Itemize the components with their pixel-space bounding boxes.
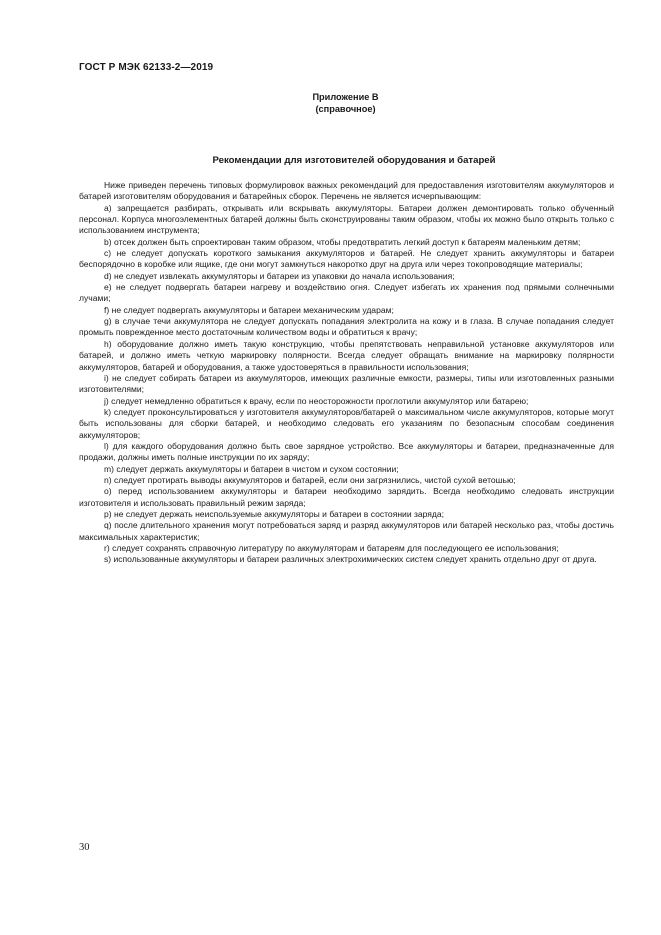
list-item: p) не следует держать неиспользуемые аккумуляторы и батареи в состоянии заряда; xyxy=(104,508,445,519)
list-item: l) для каждого оборудования должно быть свое зарядное устройство. Все аккумуляторы и батареи, предназначенные для продажи, должны иметь полные инструкции по их заряду; xyxy=(79,440,614,463)
page-number: 30 xyxy=(79,842,90,853)
document-header-code: ГОСТ Р МЭК 62133-2—2019 xyxy=(79,62,214,73)
intro-paragraph: Ниже приведен перечень типовых формулировок важных рекомендаций для предоставления изготовителям аккумуляторов и батарей изготовителям оборудования и батарейных сборок. Перечень не является исчерпывающим: xyxy=(79,180,614,202)
list-item: a) запрещается разбирать, открывать или вскрывать аккумуляторы. Батареи должен демонтировать только обученный персонал. Корпуса многоэлементных батарей должны быть сконструированы таким образом, чтобы их можно было открыть только с использованием инструмента; xyxy=(79,202,614,236)
list-item: m) следует держать аккумуляторы и батареи в чистом и сухом состоянии; xyxy=(104,463,399,474)
list-item: f) не следует подвергать аккумуляторы и батареи механическим ударам; xyxy=(104,304,394,315)
list-item: g) в случае течи аккумулятора не следует допускать попадания электролита на кожу и в глаза. В случае попадания следует промыть поврежденное место достаточным количеством воды и обратиться к врачу; xyxy=(79,316,614,338)
recommendations-body xyxy=(79,180,614,566)
list-item: q) после длительного хранения могут потребоваться заряд и разряд аккумуляторов или батарей несколько раз, чтобы достичь максимальных характеристик; xyxy=(79,520,614,542)
list-item: k) следует проконсультироваться у изготовителя аккумуляторов/батарей о максимальном числе аккумуляторов, которые могут быть использованы для сборки батарей, и необходимо следовать его указаниям по безопасным способам соединения аккумуляторов; xyxy=(79,406,614,440)
list-item: o) перед использованием аккумуляторы и батареи необходимо зарядить. Всегда необходимо следовать инструкции изготовителя и использовать правильный режим заряда; xyxy=(79,486,614,508)
list-item: c) не следует допускать короткого замыкания аккумуляторов и батарей. Не следует хранить аккумуляторы и батареи беспорядочно в коробке или ящике, где они могут замкнуться накоротко друг на друга или через токопроводящие материалы; xyxy=(79,248,614,270)
appendix-title: Приложение В xyxy=(312,92,379,102)
list-item: d) не следует извлекать аккумуляторы и батареи из упаковки до начала использования; xyxy=(104,270,455,281)
list-item: e) не следует подвергать батареи нагреву и воздействию огня. Следует избегать их хранения под прямыми солнечными лучами; xyxy=(79,282,614,304)
list-item: i) не следует собирать батареи из аккумуляторов, имеющих различные емкости, размеры, типы или изготовленных разными изготовителями; xyxy=(79,372,614,395)
list-item: s) использованные аккумуляторы и батареи различных электрохимических систем следует хранить отдельно друг от друга. xyxy=(104,554,597,565)
list-item: b) отсек должен быть спроектирован таким образом, чтобы предотвратить легкий доступ к батареям маленьким детям; xyxy=(104,236,581,247)
list-item: j) следует немедленно обратиться к врачу, если по неосторожности проглотили аккумулятор или батарею; xyxy=(104,395,529,406)
appendix-subtitle: (справочное) xyxy=(315,103,376,114)
appendix-heading xyxy=(0,92,661,115)
section-title: Рекомендации для изготовителей оборудования и батарей xyxy=(212,155,496,166)
list-item: h) оборудование должно иметь такую конструкцию, чтобы препятствовать неправильной установке аккумуляторов или батарей, и должно иметь четкую маркировку полярности. Всегда следует обращать внимание на маркировку полярности аккумуляторов, батарей и оборудования, а также удостоверяться в правильности использования; xyxy=(79,338,614,372)
list-item: n) следует протирать выводы аккумуляторов и батарей, если они загрязнились, чистой сухой ветошью; xyxy=(104,474,516,485)
list-item: r) следует сохранять справочную литературу по аккумуляторам и батареям для последующего ее использования; xyxy=(104,543,559,553)
